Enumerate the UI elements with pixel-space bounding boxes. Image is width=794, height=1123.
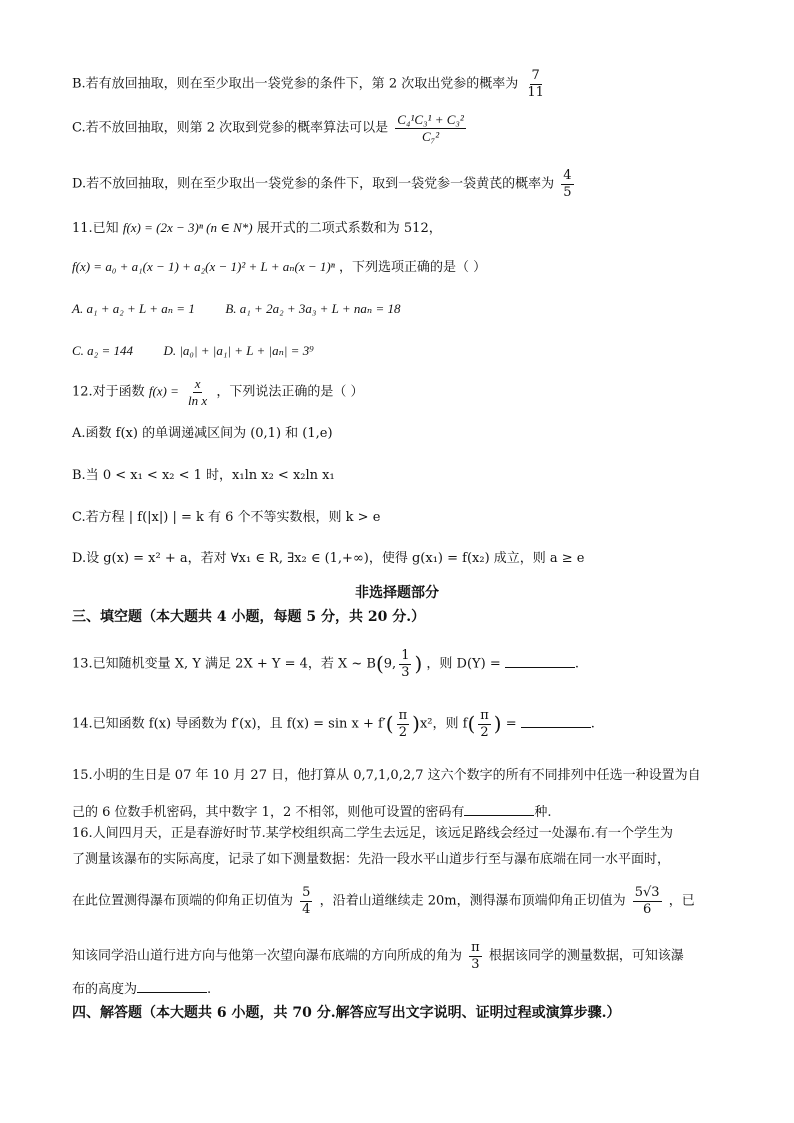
frac-num: π (480, 708, 489, 723)
q12-fraction (186, 376, 209, 408)
q14-equals: = (505, 716, 517, 732)
q16-line5 (72, 980, 211, 998)
section4-title: 四、解答题（本大题共 6 小题，共 70 分.解答应写出文字说明、证明过程或演算步骤.） (72, 1005, 621, 1021)
q16-text-d: 知该同学沿山道行进方向与他第一次望向瀑布底端的方向所成的角为 (72, 948, 463, 964)
q11-expansion: f(x) = a₀ + a₁(x − 1) + a₂(x − 1)² + L + aₙ(x − 1)ⁿ (72, 259, 335, 274)
q12-option-d: D.设 g(x) = x² + a，若对 ∀x₁ ∈ R, ∃x₂ ∈ (1,+∞)，使得 g(x₁) = f(x₂) 成立，则 a ≥ e (72, 551, 585, 566)
q16-line4 (72, 940, 684, 972)
q15-line1: 15.小明的生日是 07 年 10 月 27 日，他打算从 0,7,1,0,2,7 这六个数字的所有不同排列中任选一种设置为自 (72, 768, 701, 783)
q16-text-e: 根据该同学的测量数据，可知该瀑 (488, 948, 684, 964)
q10-option-b-fraction (525, 68, 546, 100)
frac-den: 11 (527, 84, 544, 100)
q11-label: 11.已知 (72, 221, 119, 236)
q13-text: 13.已知随机变量 X, Y 满足 2X + Y = 4，若 X ~ B (72, 656, 376, 672)
q13-answer-blank[interactable] (505, 655, 575, 668)
q15-answer-blank[interactable] (464, 803, 534, 816)
paren-open: ( (467, 711, 476, 736)
q14 (72, 708, 595, 740)
q14-text-2: x²，则 f (419, 716, 468, 732)
frac-den: C₇² (422, 128, 440, 144)
q11-stem-line2 (72, 259, 486, 276)
q13 (72, 648, 579, 680)
frac-num: C₄¹C₃¹ + C₃² (397, 112, 464, 127)
frac-num: π (398, 708, 408, 723)
q14-fraction-1 (397, 708, 410, 740)
q14-fraction-2 (478, 708, 491, 740)
q10-option-b-text: B.若有放回抽取，则在至少取出一袋党参的条件下，第 2 次取出党参的概率为 (72, 76, 519, 92)
frac-den: 2 (480, 724, 489, 740)
q16-text-a: 在此位置测得瀑布顶端的仰角正切值为 (72, 893, 294, 909)
q11-options-ab (72, 301, 400, 317)
paren-open: ( (385, 711, 394, 736)
part2-title: 非选择题部分 (355, 585, 439, 601)
paren-open: ( (375, 651, 384, 676)
frac-num: 5√3 (634, 885, 660, 900)
q10-option-d-fraction (561, 168, 573, 200)
q11-function: f(x) = (2x − 3)ⁿ (n ∈ N*) (122, 220, 253, 235)
q13-param-n: 9, (383, 656, 397, 672)
q10-option-d (72, 168, 577, 200)
q16-fraction-1 (300, 885, 312, 917)
frac-den: 3 (401, 664, 410, 680)
q12-function: f(x) = (148, 383, 179, 399)
q14-answer-blank[interactable] (521, 715, 591, 728)
q16-answer-blank[interactable] (137, 980, 207, 993)
q13-end: . (574, 656, 580, 672)
q12-stem (72, 376, 363, 408)
q12-question: ，下列说法正确的是（ ） (216, 384, 364, 400)
q16-fraction-2 (633, 885, 662, 917)
q11-stem-text: 展开式的二项式系数和为 512， (256, 221, 442, 236)
q16-end: . (207, 982, 212, 997)
q12-option-a: A.函数 f(x) 的单调递减区间为 (0,1) 和 (1,e) (72, 426, 333, 441)
frac-den: 3 (471, 956, 480, 972)
q16-line3 (72, 885, 695, 917)
q10-option-c-text: C.若不放回抽取，则第 2 次取到党参的概率算法可以是 (72, 120, 389, 136)
q16-line1: 16.人间四月天，正是春游好时节.某学校组织高二学生去远足，该远足路线会经过一处瀑布.有一个学生为 (72, 826, 673, 841)
q14-end: . (590, 716, 595, 732)
q11-option-b: B. a₁ + 2a₂ + 3a₃ + L + naₙ = 18 (225, 301, 401, 316)
frac-den: 4 (302, 901, 311, 917)
q16-text-b: ，沿着山道继续走 20m，测得瀑布顶端仰角正切值为 (319, 893, 626, 909)
q10-option-c-fraction (395, 112, 466, 144)
q13-question: ，则 D(Y) = (426, 656, 501, 672)
frac-num: π (471, 940, 480, 955)
q11-option-a: A. a₁ + a₂ + L + aₙ = 1 (72, 301, 195, 316)
q16-fraction-3 (469, 940, 482, 972)
q11-option-d: D. |a₀| + |a₁| + L + |aₙ| = 3⁹ (163, 343, 314, 358)
q12-label: 12.对于函数 (72, 384, 145, 400)
frac-num: 4 (563, 168, 572, 183)
q16-line2: 了测量该瀑布的实际高度，记录了如下测量数据：先沿一段水平山道步行至与瀑布底端在同一水平面时， (72, 852, 671, 867)
q16-text-c: ，已 (668, 893, 695, 909)
frac-num: 7 (531, 68, 540, 83)
frac-num: 1 (401, 648, 410, 663)
paren-close: ) (412, 711, 420, 736)
q10-option-d-text: D.若不放回抽取，则在至少取出一袋党参的条件下，取到一袋党参一袋黄芪的概率为 (72, 176, 555, 192)
q12-option-b: B.当 0 < x₁ < x₂ < 1 时，x₁ln x₂ < x₂ln x₁ (72, 468, 335, 483)
q11-option-c: C. a₂ = 144 (72, 343, 133, 358)
frac-num: x (194, 376, 201, 391)
q16-text-f: 布的高度为 (72, 982, 138, 997)
q11-question: ，下列选项正确的是（ ） (338, 260, 487, 275)
frac-den: 6 (643, 901, 652, 917)
q12-option-c: C.若方程 | f(|x|) | = k 有 6 个不等实数根，则 k > e (72, 510, 381, 525)
frac-den: 5 (563, 184, 572, 200)
q10-option-c (72, 112, 469, 144)
q11-options-cd (72, 343, 314, 359)
paren-close: ) (414, 651, 423, 676)
q15-end: 种. (534, 805, 552, 820)
frac-den: ln x (188, 392, 208, 408)
q14-text: 14.已知函数 f(x) 导函数为 f′(x)，且 f(x) = sin x + f′ (72, 716, 386, 732)
paren-close: ) (493, 711, 502, 736)
frac-den: 2 (398, 724, 407, 740)
q15-line2 (72, 803, 551, 821)
section3-title: 三、填空题（本大题共 4 小题，每题 5 分，共 20 分.） (72, 609, 426, 625)
q11-stem-line1 (72, 220, 442, 237)
q10-option-b (72, 68, 549, 100)
frac-num: 5 (302, 885, 311, 900)
q13-fraction (399, 648, 411, 680)
q15-text: 己的 6 位数手机密码，其中数字 1，2 不相邻，则他可设置的密码有 (72, 805, 465, 820)
